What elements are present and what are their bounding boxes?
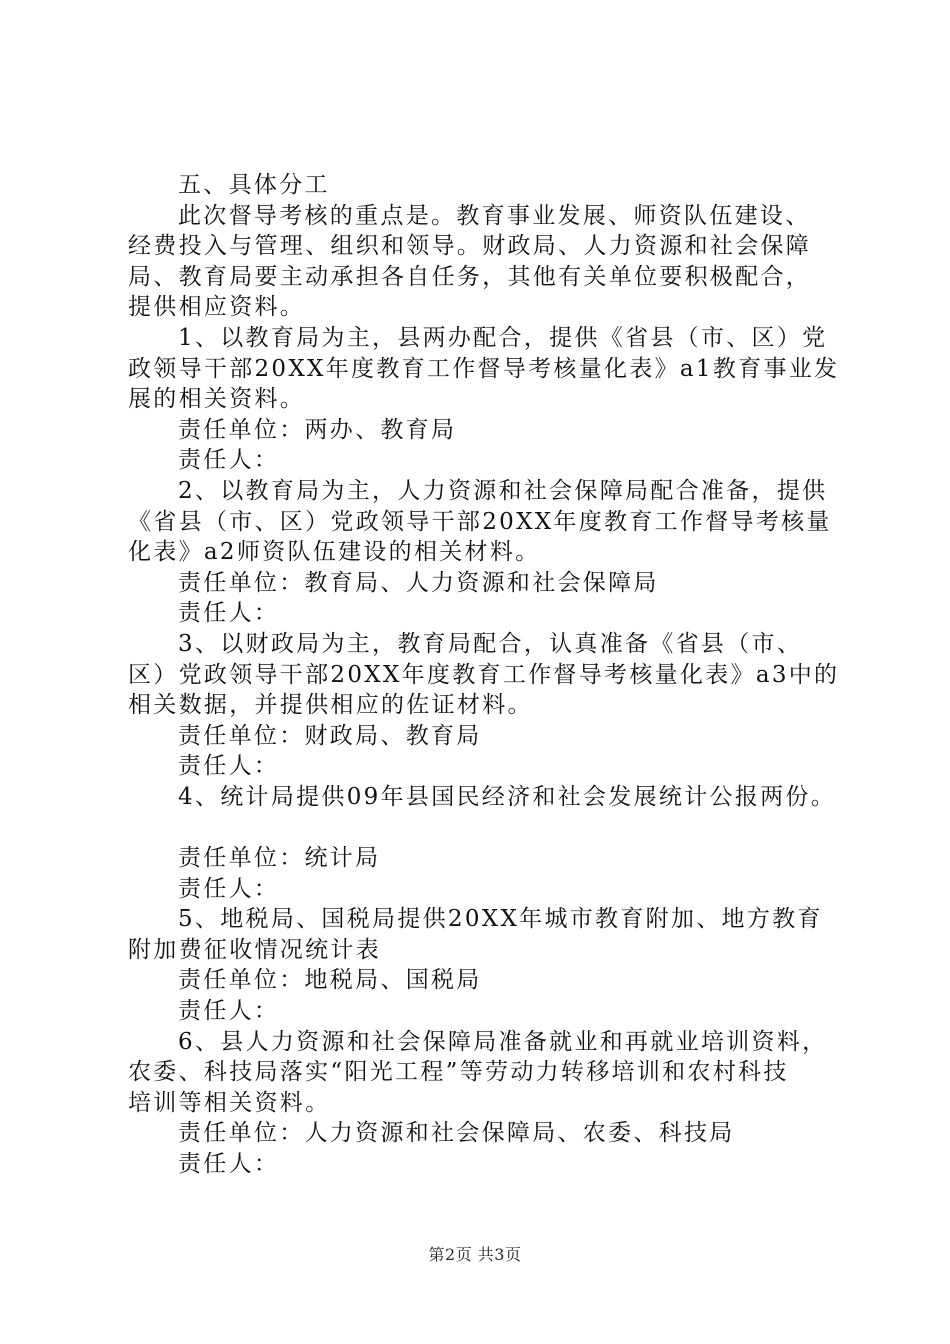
text-line: 提供相应资料。: [128, 294, 306, 321]
text-line: 责任单位：教育局、人力资源和社会保障局: [178, 569, 659, 596]
text-line: 《省县（市、区）党政领导干部20XX年度教育工作督导考核量: [128, 508, 832, 535]
text-line: 区）党政领导干部20XX年度教育工作督导考核量化表》a3中的: [128, 661, 840, 688]
text-line: 5、地税局、国税局提供20XX年城市教育附加、地方教育: [178, 906, 823, 933]
document-body: [128, 170, 840, 1180]
text-line: 责任人：: [178, 753, 280, 780]
text-line: 此次督导考核的重点是。教育事业发展、师资队伍建设、: [178, 202, 811, 229]
text-line: 培训等相关资料。: [128, 1089, 331, 1116]
text-line: 展的相关资料。: [128, 386, 306, 413]
text-line: 责任人：: [178, 1151, 280, 1177]
text-line: 责任单位：人力资源和社会保障局、农委、科技局: [178, 1120, 735, 1147]
text-line: 4、统计局提供09年县国民经济和社会发展统计公报两份。: [178, 783, 836, 810]
text-line: 责任单位：财政局、教育局: [178, 722, 482, 749]
text-line: 政领导干部20XX年度教育工作督导考核量化表》a1教育事业发: [128, 355, 840, 382]
text-line: 责任人：: [178, 600, 280, 627]
text-line: 责任人：: [178, 447, 280, 474]
text-line: 相关数据，并提供相应的佐证材料。: [128, 692, 533, 719]
blank-line: [128, 812, 840, 843]
text-line: 2、以教育局为主，人力资源和社会保障局配合准备，提供: [178, 477, 828, 504]
text-line: 3、以财政局为主，教育局配合，认真准备《省县（市、: [178, 630, 803, 657]
text-line: 责任单位：地税局、国税局: [178, 967, 482, 994]
text-line: 责任单位：统计局: [178, 845, 381, 872]
text-line: 附加费征收情况统计表: [128, 936, 381, 963]
text-line: 农委、科技局落实“阳光工程”等劳动力转移培训和农村科技: [128, 1059, 789, 1086]
text-line: 责任单位：两办、教育局: [178, 416, 457, 443]
text-line: 责任人：: [178, 875, 280, 902]
text-line: 1、以教育局为主，县两办配合，提供《省县（市、区）党: [178, 324, 828, 351]
page-footer: 第2页 共3页: [428, 1245, 522, 1264]
text-line: 6、县人力资源和社会保障局准备就业和再就业培训资料，: [178, 1028, 828, 1055]
text-line: 责任人：: [178, 998, 280, 1025]
text-line: 五、具体分工: [178, 172, 330, 198]
text-line: 局、教育局要主动承担各自任务，其他有关单位要积极配合，: [128, 263, 812, 290]
text-line: 经费投入与管理、组织和领导。财政局、人力资源和社会保障: [128, 233, 812, 260]
text-line: 化表》a2师资队伍建设的相关材料。: [128, 539, 541, 566]
